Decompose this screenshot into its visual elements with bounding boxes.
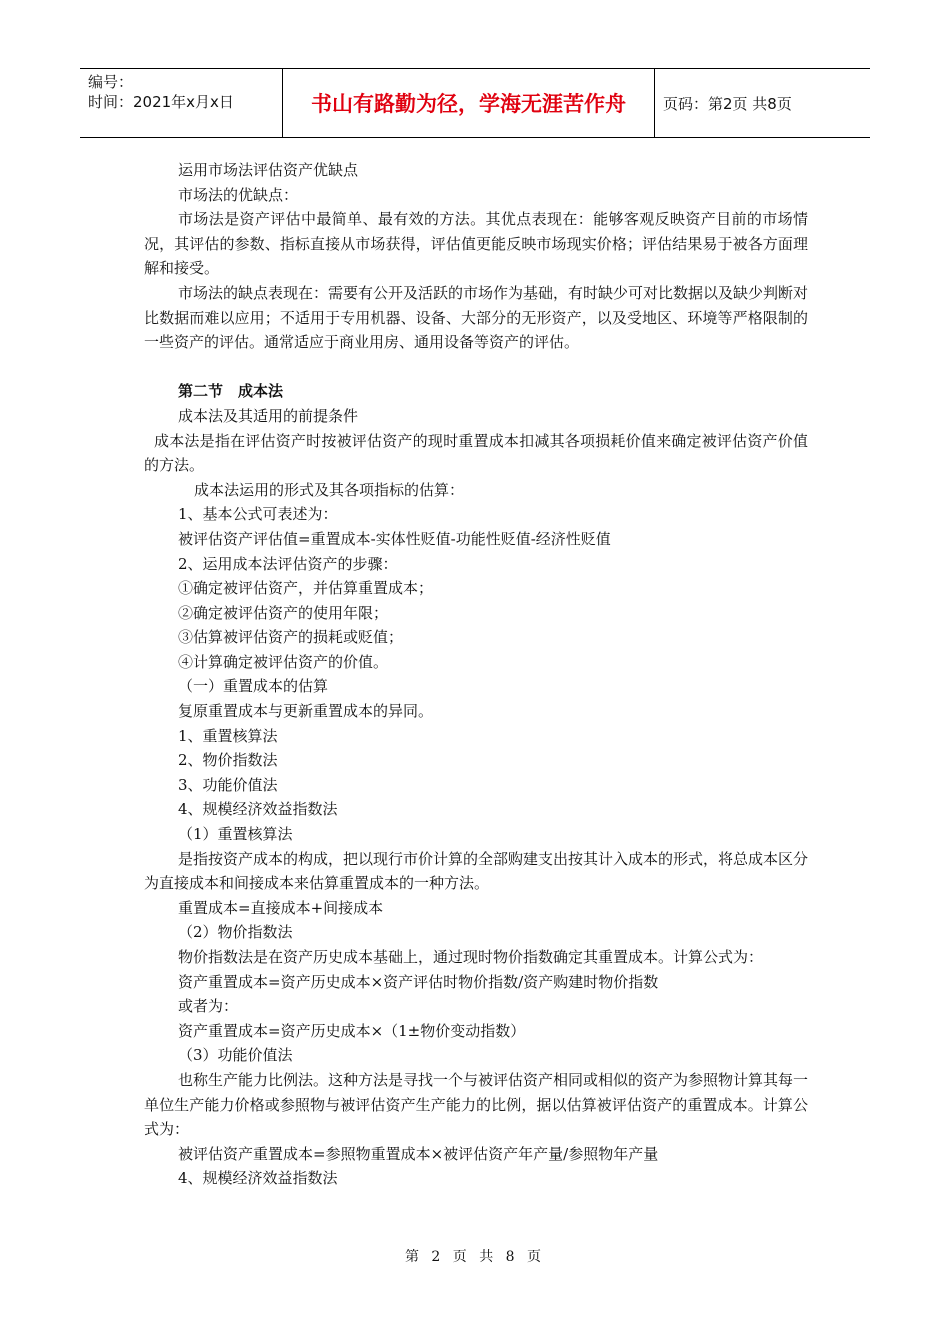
formula: 被评估资产重置成本=参照物重置成本×被评估资产年产量/参照物年产量 (178, 1144, 659, 1163)
number-label: 编号： (88, 73, 134, 91)
paragraph: 成本法运用的形式及其各项指标的估算： (194, 480, 465, 499)
paragraph: 1、基本公式可表述为： (178, 505, 338, 524)
paragraph: 成本法及其适用的前提条件 (178, 406, 359, 425)
paragraph: 运用市场法评估资产优缺点 (178, 161, 359, 179)
formula: 资产重置成本=资产历史成本×（1±物价变动指数） (178, 1021, 526, 1040)
list-item: ④计算确定被评估资产的价值。 (178, 652, 389, 671)
header-page-info: 页码：第2页 共8页 (663, 94, 792, 113)
paragraph: 被评估资产评估值=重置成本-实体性贬值-功能性贬值-经济性贬值 (178, 529, 611, 548)
list-item: ②确定被评估资产的使用年限； (178, 603, 389, 622)
section-title: 第二节 成本法 (178, 382, 284, 401)
paragraph: 也称生产能力比例法。这种方法是寻找一个与被评估资产相同或相似的资产为参照物计算其每一单位生产能力价格或参照物与被评估资产生产能力的比例，据以估算被评估资产的重置成本。计算公式为： (144, 1070, 809, 1139)
paragraph: 复原重置成本与更新重置成本的异同。 (178, 702, 434, 721)
paragraph: 市场法是资产评估中最简单、最有效的方法。其优点表现在：能够客观反映资产目前的市场情况，其评估的参数、指标直接从市场获得，评估值更能反映市场现实价格；评估结果易于被各方面理解和接受。 (144, 210, 808, 278)
paragraph: 是指按资产成本的构成，把以现行市价计算的全部购建支出按其计入成本的形式，将总成本区分为直接成本和间接成本来估算重置成本的一种方法。 (144, 849, 809, 893)
list-item: ①确定被评估资产，并估算重置成本； (178, 579, 434, 598)
list-item: 1、重置核算法 (178, 726, 278, 745)
header-meta (80, 69, 282, 137)
list-item: 4、规模经济效益指数法 (178, 1169, 338, 1188)
list-item: 2、物价指数法 (178, 751, 278, 770)
subheading: （一）重置成本的估算 (178, 677, 329, 696)
list-item: 4、规模经济效益指数法 (178, 800, 338, 819)
paragraph: 2、运用成本法评估资产的步骤： (178, 554, 398, 573)
subheading: （1）重置核算法 (178, 825, 293, 844)
subheading: （3）功能价值法 (178, 1046, 293, 1065)
header-motto: 书山有路勤为径，学海无涯苦作舟 (282, 69, 655, 137)
formula: 重置成本=直接成本+间接成本 (178, 898, 384, 917)
list-item: ③估算被评估资产的损耗或贬值； (178, 628, 404, 647)
subheading: （2）物价指数法 (178, 923, 293, 942)
time-label: 时间：2021年x月x日 (88, 93, 234, 111)
blank-line (144, 355, 808, 380)
paragraph: 物价指数法是在资产历史成本基础上，通过现时物价指数确定其重置成本。计算公式为： (178, 948, 764, 966)
paragraph: 市场法的缺点表现在：需要有公开及活跃的市场作为基础，有时缺少可对比数据以及缺少判断对比数据而难以应用；不适用于专用机器、设备、大部分的无形资产，以及受地区、环境等严格限制的一些资产的评估。通常适应于商业用房、通用设备等资产的评估。 (144, 283, 809, 352)
page-header (80, 68, 870, 138)
page-footer: 第 2 页 共 8 页 (404, 1249, 546, 1265)
paragraph: 市场法的优缺点： (178, 185, 299, 204)
paragraph: 或者为： (178, 997, 239, 1016)
paragraph: 成本法是指在评估资产时按被评估资产的现时重置成本扣减其各项损耗价值来确定被评估资产价值的方法。 (144, 431, 808, 475)
list-item: 3、功能价值法 (178, 775, 278, 794)
document-body (144, 158, 808, 1191)
formula: 资产重置成本=资产历史成本×资产评估时物价指数/资产购建时物价指数 (178, 972, 659, 991)
